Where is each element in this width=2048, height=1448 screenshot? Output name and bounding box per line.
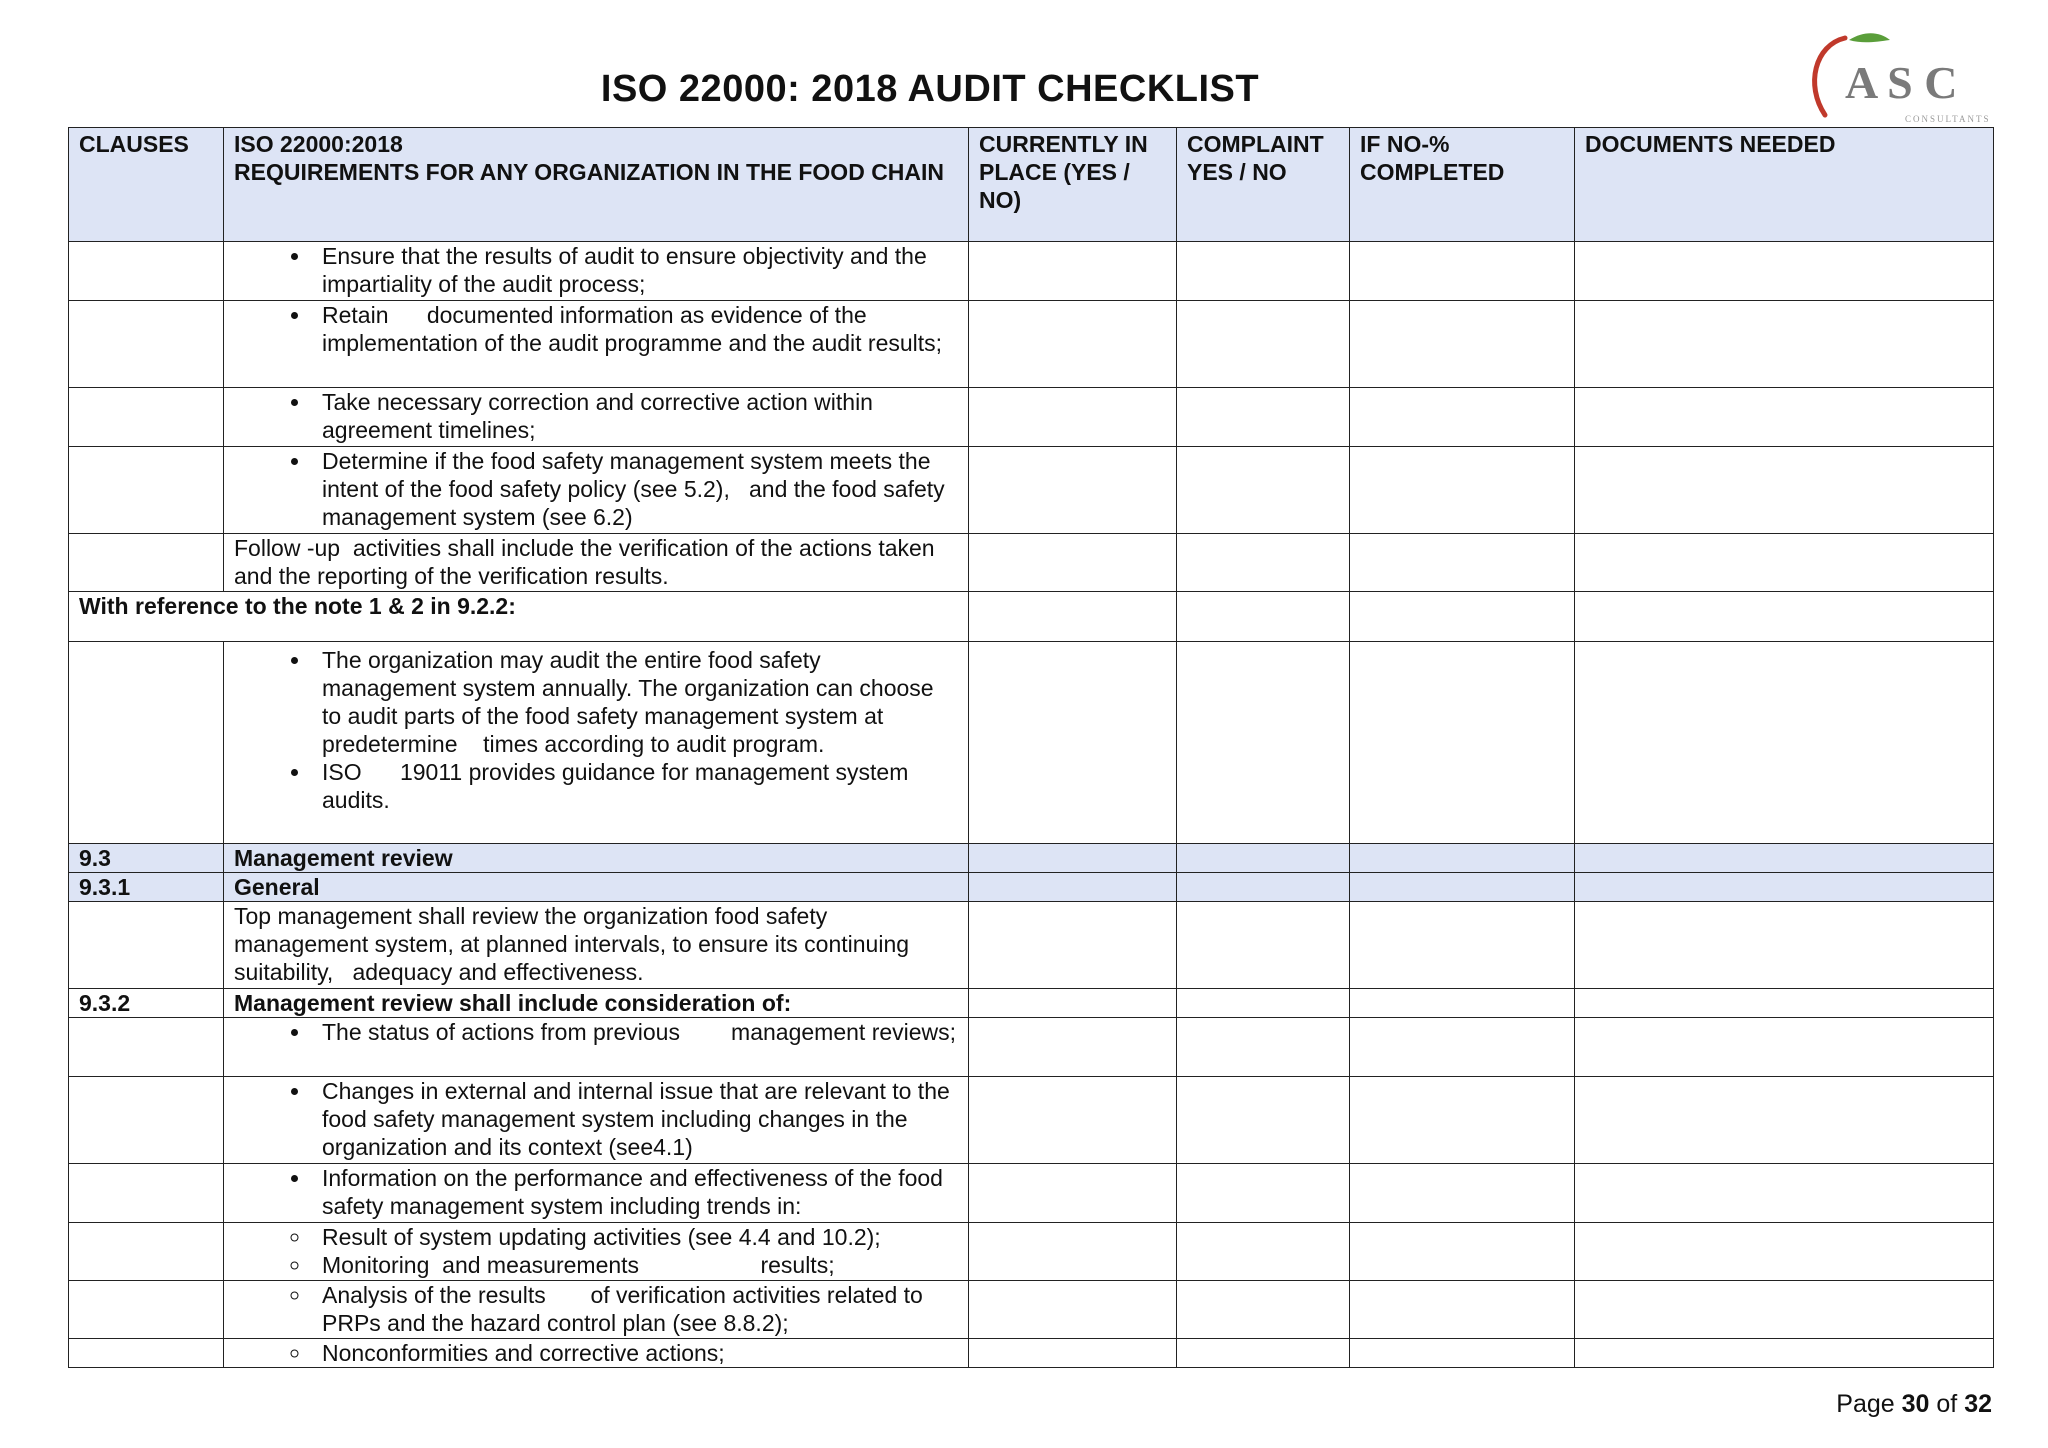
section-row-9-3-2	[69, 989, 1994, 1018]
table-row	[69, 1018, 1994, 1077]
logo-subtext: CONSULTANTS	[1905, 114, 1991, 124]
page-label: Page	[1836, 1390, 1895, 1418]
note-reference: With reference to the note 1 & 2 in 9.2.2:	[69, 592, 969, 642]
list-item: • Ensure that the results of audit to ensure objectivity and the impartiality of the audit process;	[312, 242, 958, 298]
page-number	[1836, 1390, 1992, 1419]
section-title: Management review shall include consideration of:	[224, 989, 969, 1018]
clause-number: 9.3.1	[69, 873, 224, 902]
table-row	[69, 1339, 1994, 1368]
table-row	[69, 447, 1994, 534]
header-currently-in-place: CURRENTLY IN PLACE (YES / NO)	[969, 128, 1177, 242]
table-row	[69, 301, 1994, 388]
requirement-text: Top management shall review the organization food safety management system, at planned intervals, to ensure its continuing suitability, adequacy and effectiveness.	[224, 902, 969, 989]
requirement-text: Follow -up activities shall include the verification of the actions taken and the reporting of the verification results.	[224, 534, 969, 592]
table-row	[69, 1164, 1994, 1223]
section-row-9-3-1	[69, 873, 1994, 902]
list-item: ◦ Analysis of the results of verification activities related to PRPs and the hazard control plan (see 8.8.2);	[312, 1281, 958, 1337]
section-row-9-3	[69, 844, 1994, 873]
table-row	[69, 592, 1994, 642]
table-row	[69, 534, 1994, 592]
list-item: • ISO 19011 provides guidance for management system audits.	[312, 758, 958, 814]
header-documents-needed: DOCUMENTS NEEDED	[1575, 128, 1994, 242]
list-item: • Take necessary correction and corrective action within agreement timelines;	[312, 388, 958, 444]
list-item: • Retain documented information as evidence of the implementation of the audit programme and the audit results;	[312, 301, 958, 357]
list-item: ◦ Monitoring and measurements results;	[312, 1251, 958, 1279]
table-row	[69, 1077, 1994, 1164]
table-row	[69, 642, 1994, 844]
table-row	[69, 902, 1994, 989]
clause-number: 9.3.2	[69, 989, 224, 1018]
header-requirements-line1: ISO 22000:2018	[234, 131, 403, 157]
page-current: 30	[1901, 1390, 1930, 1418]
page-of-label: of	[1936, 1390, 1958, 1418]
table-row	[69, 242, 1994, 301]
list-item: • The status of actions from previous management reviews;	[312, 1018, 958, 1046]
company-logo	[1805, 30, 2005, 130]
list-item: • The organization may audit the entire food safety management system annually. The organization can choose to audit parts of the food safety management system at predetermine times according to audit program.	[312, 646, 958, 758]
list-item: • Information on the performance and effectiveness of the food safety management system including trends in:	[312, 1164, 958, 1220]
logo-text: A S C	[1845, 57, 1958, 108]
header-complaint: COMPLAINT YES / NO	[1177, 128, 1350, 242]
table-row	[69, 1281, 1994, 1339]
page-total: 32	[1964, 1390, 1992, 1418]
table-row	[69, 1223, 1994, 1281]
list-item: • Determine if the food safety management system meets the intent of the food safety policy (see 5.2), and the food safety management system (see 6.2)	[312, 447, 958, 531]
list-item: ◦ Result of system updating activities (see 4.4 and 10.2);	[312, 1223, 958, 1251]
header-requirements	[224, 128, 969, 242]
audit-checklist-table	[68, 127, 1994, 1368]
list-item: • Changes in external and internal issue that are relevant to the food safety management system including changes in the organization and its context (see4.1)	[312, 1077, 958, 1161]
section-title: General	[224, 873, 969, 902]
table-header-row	[69, 128, 1994, 242]
header-if-no-completed: IF NO-% COMPLETED	[1350, 128, 1575, 242]
page-title: ISO 22000: 2018 AUDIT CHECKLIST	[600, 68, 1260, 110]
header-clauses: CLAUSES	[69, 128, 224, 242]
clause-number: 9.3	[69, 844, 224, 873]
section-title: Management review	[224, 844, 969, 873]
list-item: ◦ Nonconformities and corrective actions;	[312, 1339, 958, 1367]
header-requirements-line2: REQUIREMENTS FOR ANY ORGANIZATION IN THE FOOD CHAIN	[234, 159, 945, 185]
table-row	[69, 388, 1994, 447]
